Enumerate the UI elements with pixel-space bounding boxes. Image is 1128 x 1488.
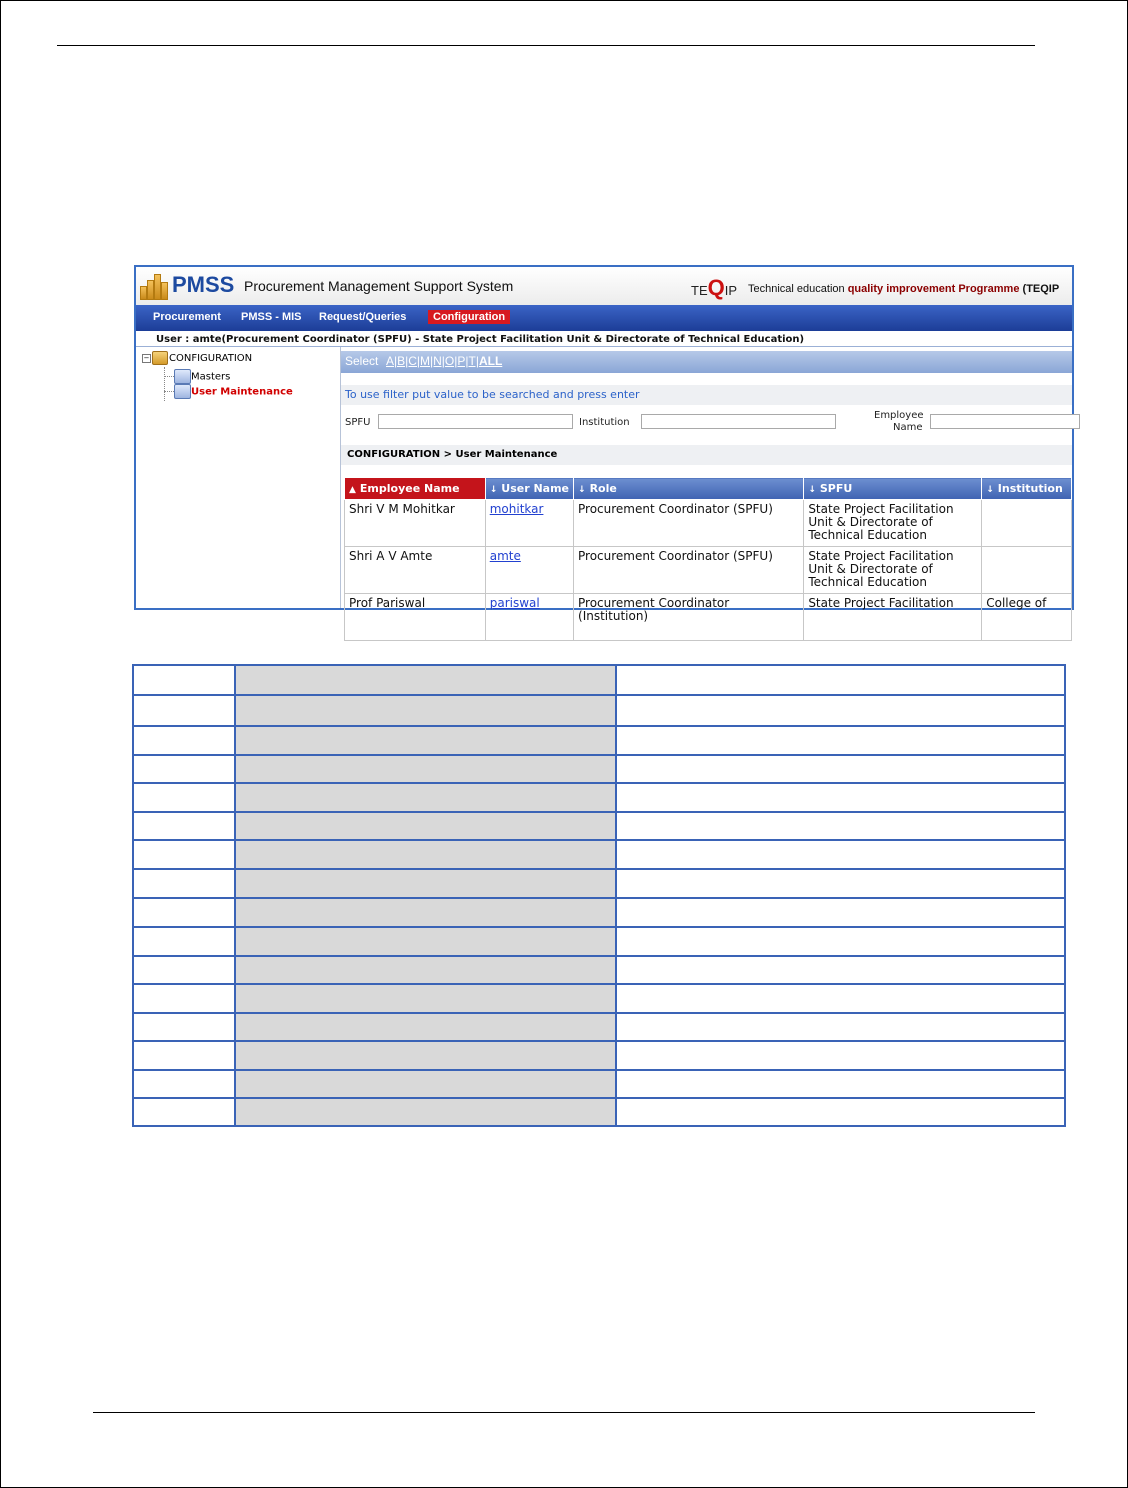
table-row [345,594,1072,641]
cell-role: Procurement Coordinator (SPFU) [574,500,804,547]
blank-cell [133,755,235,783]
cell-role: Procurement Coordinator (SPFU) [574,547,804,594]
blank-cell [235,840,616,869]
cell-spfu: State Project Facilitation Unit & Directorate of Technical Education [804,500,982,547]
table-row [345,500,1072,547]
institution-filter-input[interactable] [641,414,836,429]
employee-label-2: Name [893,422,923,433]
blank-cell [235,665,616,695]
blank-cell [235,726,616,755]
cell-spfu: State Project Facilitation Unit & Directorate of Technical Education [804,547,982,594]
filter-hint: To use filter put value to be searched and press enter [345,388,640,401]
letter-links[interactable]: A|B|C|M|N|O|P|T|ALL [386,354,503,368]
tree-item-masters[interactable] [164,369,230,384]
blank-row [133,1013,1065,1041]
pmss-screenshot [134,265,1074,623]
col-employee-name[interactable]: ▲ Employee Name [345,478,486,500]
tree-item-user-maintenance[interactable] [164,384,293,399]
blank-cell [235,898,616,927]
blank-row [133,783,1065,812]
blank-cell [235,869,616,898]
app-header [136,267,1072,305]
blank-cell [616,812,1065,840]
blank-cell [133,1013,235,1041]
col-user-name[interactable]: ↓ User Name [485,478,573,500]
blank-cell [616,755,1065,783]
user-table [344,477,1072,641]
collapse-icon[interactable]: − [143,353,150,362]
employee-label: Employee [874,410,924,421]
cell-employee: Prof Pariswal [345,594,486,641]
blank-row [133,956,1065,984]
breadcrumb: CONFIGURATION > User Maintenance [347,449,558,460]
main-nav [136,305,1072,331]
select-label: Select [345,354,379,368]
spfu-filter-input[interactable] [378,414,573,429]
blank-form-table [132,664,1066,1127]
spfu-label: SPFU [345,417,371,428]
blank-row [133,755,1065,783]
nav-configuration[interactable]: Configuration [428,310,510,324]
blank-cell [133,840,235,869]
blank-row [133,1070,1065,1098]
blank-cell [616,695,1065,726]
filter-hint-bar [341,385,1072,405]
cell-institution [982,547,1072,594]
footer-rule [93,1412,1035,1413]
blank-cell [235,1070,616,1098]
blank-cell [133,984,235,1013]
table-row [345,547,1072,594]
blank-cell [133,783,235,812]
blank-cell [235,755,616,783]
blank-cell [616,927,1065,956]
col-institution[interactable]: ↓ Institution [982,478,1072,500]
blank-cell [133,927,235,956]
cell-role: Procurement Coordinator (Institution) [574,594,804,641]
blank-cell [133,898,235,927]
blank-row [133,898,1065,927]
blank-cell [133,665,235,695]
blank-cell [235,984,616,1013]
teqip-logo: TEQIP [691,275,738,300]
blank-cell [616,1041,1065,1070]
blank-cell [133,1070,235,1098]
blank-cell [616,898,1065,927]
blank-cell [616,869,1065,898]
user-link[interactable]: pariswal [489,596,540,610]
blank-row [133,927,1065,956]
blank-cell [235,956,616,984]
nav-request-queries[interactable]: Request/Queries [319,311,407,323]
blank-cell [616,1070,1065,1098]
main-panel [341,347,1072,623]
config-tree-panel [136,347,341,608]
nav-procurement[interactable]: Procurement [153,311,221,323]
blank-cell [235,1098,616,1126]
tree-item-label: User Maintenance [191,386,293,398]
folder-icon [152,351,168,365]
blank-cell [235,695,616,726]
cell-employee: Shri A V Amte [345,547,486,594]
header-rule [57,45,1035,46]
blank-cell [133,1098,235,1126]
blank-cell [616,956,1065,984]
masters-icon [174,369,191,384]
alphabet-filter-bar [341,351,1072,373]
blank-cell [235,1013,616,1041]
blank-row [133,665,1065,695]
teqip-title: Technical education quality improvement Programme (TEQIP [748,283,1060,295]
blank-cell [133,726,235,755]
blank-cell [616,726,1065,755]
blank-row [133,1041,1065,1070]
blank-cell [133,869,235,898]
employee-filter-input[interactable] [930,414,1080,429]
user-link[interactable]: amte [489,549,521,563]
blank-cell [616,1098,1065,1126]
blank-cell [235,927,616,956]
col-spfu[interactable]: ↓ SPFU [804,478,982,500]
user-info: User : amte(Procurement Coordinator (SPFU) - State Project Facilitation Unit & Directorate of Technical Education) [156,334,805,345]
nav-pmss-mis[interactable]: PMSS - MIS [241,311,302,323]
blank-cell [133,812,235,840]
blank-cell [616,783,1065,812]
cell-institution: College of [982,594,1072,641]
blank-row [133,812,1065,840]
blank-row [133,726,1065,755]
breadcrumb-bar [341,445,1072,465]
blank-row [133,840,1065,869]
blank-cell [235,1041,616,1070]
system-name: Procurement Management Support System [244,278,514,294]
blank-cell [235,812,616,840]
blank-row [133,1098,1065,1126]
tree-item-label: Masters [191,371,231,383]
tree-root[interactable] [142,351,252,365]
pmss-logo-icon [140,273,168,300]
blank-cell [616,840,1065,869]
cell-institution [982,500,1072,547]
blank-cell [616,665,1065,695]
cell-employee: Shri V M Mohitkar [345,500,486,547]
blank-cell [133,1041,235,1070]
all-link[interactable]: ALL [478,354,503,368]
blank-row [133,695,1065,726]
blank-row [133,869,1065,898]
blank-row [133,984,1065,1013]
col-role[interactable]: ↓ Role [574,478,804,500]
blank-cell [133,695,235,726]
cell-spfu: State Project Facilitation [804,594,982,641]
institution-label: Institution [579,417,630,428]
blank-cell [616,984,1065,1013]
tree-root-label: CONFIGURATION [169,353,253,364]
blank-cell [616,1013,1065,1041]
pmss-logo-text: PMSS [172,272,235,297]
user-link[interactable]: mohitkar [489,502,544,516]
user-maintenance-icon [174,384,191,399]
blank-cell [133,956,235,984]
blank-cell [235,783,616,812]
